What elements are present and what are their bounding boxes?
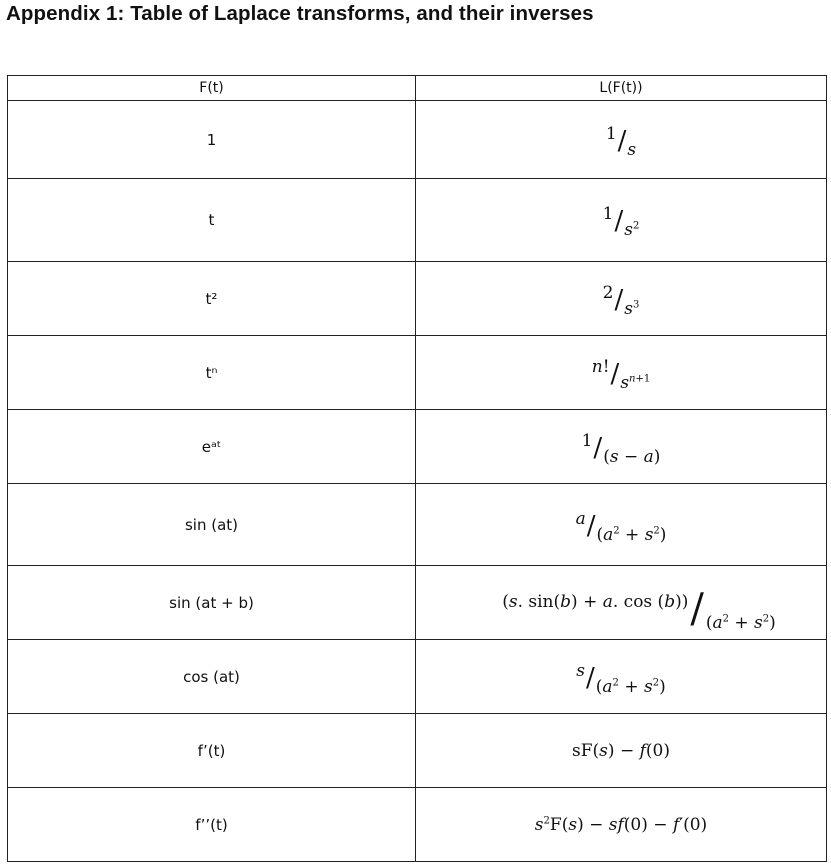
ft-expression: cos (at) [183, 667, 240, 686]
lf-expression: $n!/s^{n+1}$ [591, 356, 651, 393]
table-cell-ft [8, 262, 416, 336]
ft-expression: eᵃᵗ [201, 437, 222, 456]
table-row [8, 566, 827, 640]
laplace-table [7, 75, 827, 862]
ft-expression: t² [205, 289, 218, 308]
table-row [8, 101, 827, 179]
table-row [8, 410, 827, 484]
table-row [8, 179, 827, 262]
ft-expression: tⁿ [205, 363, 218, 382]
lf-expression: 1/s [605, 123, 637, 160]
lf-expression: $s/(a^2 + s^2)$ [576, 660, 666, 697]
table-cell-lf [416, 640, 827, 714]
lf-expression: 1/(s − a) [581, 430, 661, 467]
table-cell-lf [416, 566, 827, 640]
column-header-ft: F(t) [8, 76, 416, 101]
lf-expression: $2/s^3$ [602, 282, 640, 319]
table-cell-ft [8, 714, 416, 788]
table-row [8, 336, 827, 410]
table-cell-ft [8, 640, 416, 714]
table-cell-ft [8, 566, 416, 640]
table-cell-ft [8, 788, 416, 862]
ft-expression: 1 [206, 130, 217, 149]
table-cell-lf [416, 262, 827, 336]
table-cell-lf [416, 410, 827, 484]
ft-expression: sin (at) [184, 515, 239, 534]
table-cell-ft [8, 336, 416, 410]
table-row [8, 788, 827, 862]
ft-expression: sin (at + b) [169, 593, 254, 612]
table-row [8, 640, 827, 714]
table-cell-lf [416, 179, 827, 262]
table-cell-lf [416, 336, 827, 410]
table-cell-ft [8, 101, 416, 179]
table-cell-ft [8, 410, 416, 484]
page-title: Appendix 1: Table of Laplace transforms, and their inverses [6, 2, 594, 25]
lf-expression: (s. sin(b) + a. cos (b))/ $(a^2 + s^2)$ [502, 585, 776, 633]
lf-expression: $s^2F(s) - sf(0) - f'(0)$ [534, 814, 708, 835]
table-cell-lf [416, 101, 827, 179]
column-header-lf: L(F(t)) [416, 76, 827, 101]
table-row [8, 262, 827, 336]
table-cell-ft [8, 179, 416, 262]
table-header-row [8, 76, 827, 101]
table-row [8, 484, 827, 566]
ft-expression: f’’(t) [195, 815, 228, 834]
lf-expression: $1/s^2$ [602, 204, 640, 240]
ft-expression: t [208, 211, 215, 229]
table-cell-lf [416, 788, 827, 862]
lf-expression: sF(s) − f(0) [572, 740, 670, 761]
ft-expression: f’(t) [197, 741, 226, 760]
table-cell-ft [8, 484, 416, 566]
table-cell-lf [416, 484, 827, 566]
table-row [8, 714, 827, 788]
lf-expression: $a/(a^2 + s^2)$ [575, 508, 667, 545]
table-cell-lf [416, 714, 827, 788]
